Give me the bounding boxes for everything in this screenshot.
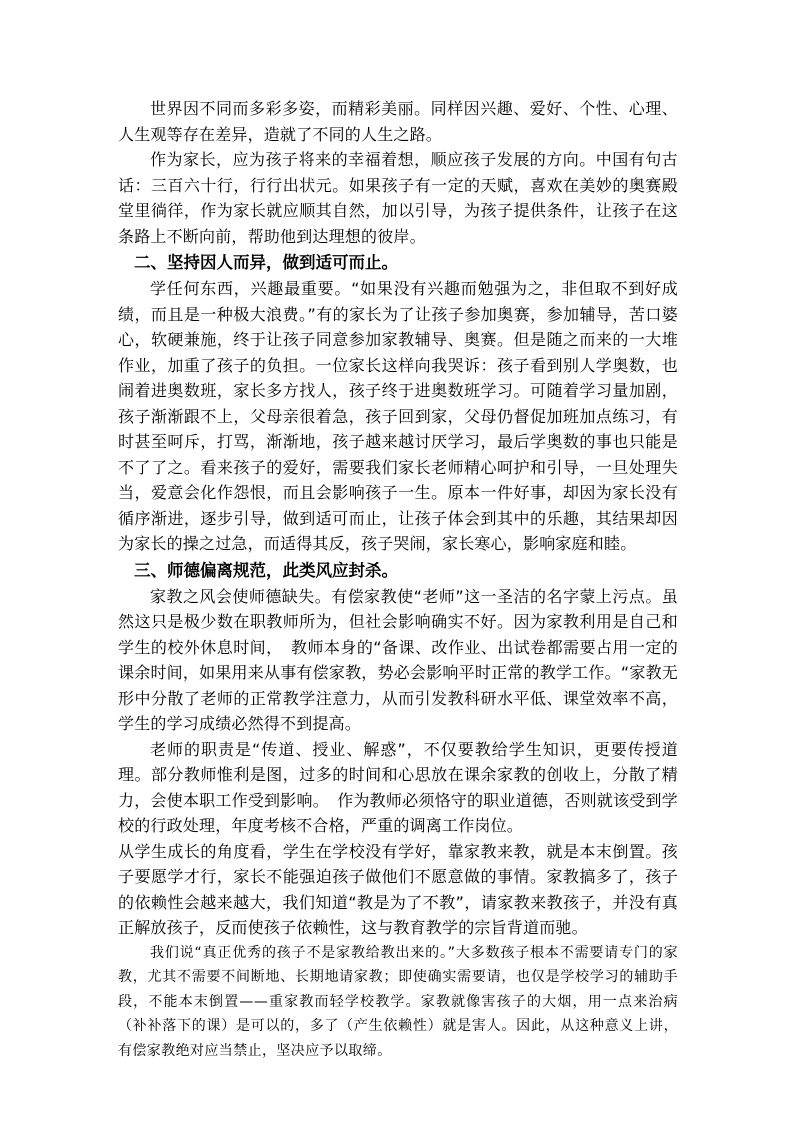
paragraph-conclusion: 我们说“真正优秀的孩子不是家教给教出来的。”大多数孩子根本不需要请专门的家教，尤其不需要不间断地、长期地请家教；即使确实需要请，也仅是学校学习的辅助手段，不能本末倒置——重家教而轻学校教学。家教就像害孩子的大烟，用一点来治病（补补落下的课）是可以的，多了（产生依赖性）就是害人。因此，从这种意义上讲，有偿家教绝对应当禁止，坚决应予以取缔。	[118, 944, 678, 1059]
paragraph-intro: 世界因不同而多彩多姿，而精彩美丽。同样因兴趣、爱好、个性、心理、人生观等存在差异，造就了不同的人生之路。	[118, 99, 678, 144]
paragraph-parents-role: 作为家长，应为孩子将来的幸福着想，顺应孩子发展的方向。中国有句古话：三百六十行，行行出状元。如果孩子有一定的天赋，喜欢在美妙的奥赛殿堂里徜徉，作为家长就应顺其自然，加以引导，为孩子提供条件，让孩子在这条路上不断向前，帮助他到达理想的彼岸。	[118, 150, 678, 246]
section-heading-2: 二、坚持因人而异，做到适可而止。	[134, 253, 398, 272]
paragraph-teacher-duty: 老师的职责是“传道、授业、解惑”，不仅要教给学生知识，更要传授道理。部分教师惟利是图，过多的时间和心思放在课余家教的创收上，分散了精力，会使本职工作受到影响。 作为教师必须恪守的职业道德，否则就该受到学校的行政处理，年度考核不合格，严重的调离工作岗位。	[118, 739, 678, 835]
paragraph-teacher-ethics: 家教之风会使师德缺失。有偿家教使“老师”这一圣洁的名字蒙上污点。虽然这只是极少数在职教师所为，但社会影响确实不好。因为家教利用是自己和学生的校外休息时间， 教师本身的“备课、改作业、出试卷都需要占用一定的课余时间，如果用来从事有偿家教，势必会影响平时正常的教学工作。“家教无形中分散了老师的正常教学注意力，从而引发教科研水平低、课堂效率不高，学生的学习成绩必然得不到提高。	[118, 586, 678, 733]
document-page	[118, 96, 678, 1063]
section-heading-3: 三、师德偏离规范，此类风应封杀。	[134, 560, 398, 580]
paragraph-student-growth: 从学生成长的角度看，学生在学校没有学好，靠家教来教，就是本末倒置。孩子要愿学才行，家长不能强迫孩子做他们不愿意做的事情。家教搞多了，孩子的依赖性会越来越大，我们知道“教是为了不教”，请家教来教孩子，并没有真正解放孩子，反而使孩子依赖性，这与教育教学的宗旨背道而驰。	[118, 841, 678, 937]
paragraph-interest: 学任何东西，兴趣最重要。“如果没有兴趣而勉强为之，非但取不到好成绩，而且是一种极大浪费。”有的家长为了让孩子参加奥赛，参加辅导，苦口婆心，软硬兼施，终于让孩子同意参加家教辅导、奥赛。但是随之而来的一大堆作业，加重了孩子的负担。一位家长这样向我哭诉：孩子看到别人学奥数，也闹着进奥数班，家长多方找人，孩子终于进奥数班学习。可随着学习量加剧，孩子渐渐跟不上，父母亲很着急，孩子回到家，父母仍督促加班加点练习，有时甚至呵斥，打骂，渐渐地，孩子越来越讨厌学习，最后学奥数的事也只能是不了了之。看来孩子的爱好，需要我们家长老师精心呵护和引导，一旦处理失当，爱意会化作怨恨，而且会影响孩子一生。原本一件好事，却因为家长没有循序渐进，逐步引导，做到适可而止，让孩子体会到其中的乐趣，其结果却因为家长的操之过急，而适得其反，孩子哭闹，家长寒心，影响家庭和睦。	[118, 279, 678, 553]
